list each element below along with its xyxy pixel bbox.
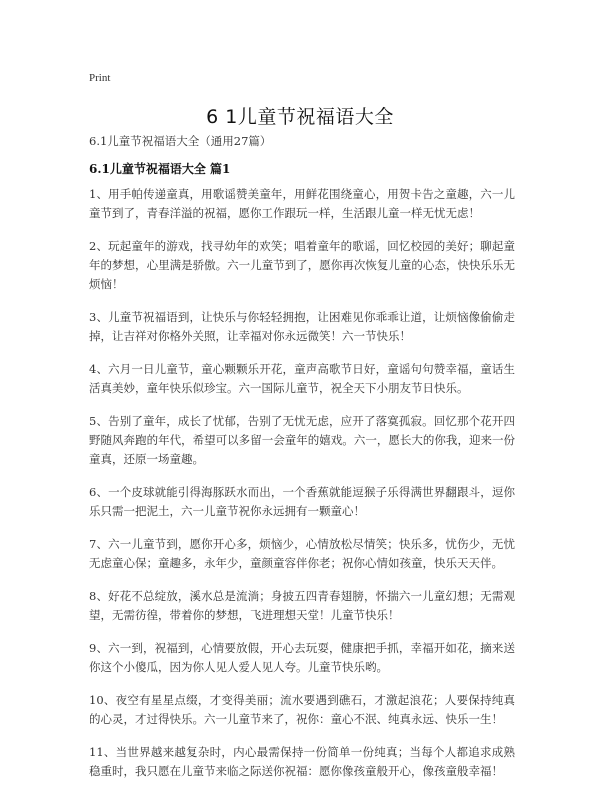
subtitle: 6.1儿童节祝福语大全（通用27篇） [89, 134, 272, 148]
paragraph: 5、告别了童年，成长了忧郁，告别了无忧无虑，应开了落寞孤寂。回忆那个花开四野随风奔跑的年代，希望可以多留一会童年的嬉戏。六一，愿长大的你我，迎来一份童真，还原一场童趣。 [89, 414, 515, 466]
page-title: 6 1儿童节祝福语大全 [206, 106, 394, 128]
section-heading: 6.1儿童节祝福语大全 篇1 [89, 162, 231, 176]
paragraph: 3、儿童节祝福语到，让快乐与你轻轻拥抱，让困难见你乖乖让道，让烦恼像偷偷走掉，让吉祥对你格外关照，让幸福对你永远微笑！六一节快乐！ [89, 310, 515, 343]
paragraph: 9、六一到，祝福到，心情要放假，开心去玩耍，健康把手抓，幸福开如花，摘来送你这个小傻瓜，因为你人见人爱人见人夸。儿童节快乐哟。 [89, 641, 515, 674]
paragraph: 11、当世界越来越复杂时，内心最需保持一份简单一份纯真；当每个人都追求成熟稳重时，我只愿在儿童节来临之际送你祝福：愿你像孩童般开心，像孩童般幸福！ [89, 745, 515, 778]
paragraph-list [89, 185, 515, 795]
paragraph: 7、六一儿童节到，愿你开心多，烦恼少，心情放松尽情笑；快乐多，忧伤少，无忧无虑童心保；童趣多，永年少，童颜童容伴你老；祝你心情如孩童，快乐天天伴。 [89, 537, 515, 570]
paragraph: 2、玩起童年的游戏，找寻幼年的欢笑；唱着童年的歌谣，回忆校园的美好；聊起童年的梦想，心里满是骄傲。六一儿童节到了，愿你再次恢复儿童的心态，快快乐乐无烦恼！ [89, 239, 515, 291]
paragraph: 10、夜空有星星点缀，才变得美丽；流水要遇到礁石，才激起浪花；人要保持纯真的心灵，才过得快乐。六一儿童节来了，祝你：童心不泯、纯真永远、快乐一生！ [89, 693, 515, 726]
paragraph: 6、一个皮球就能引得海豚跃水而出，一个香蕉就能逗猴子乐得满世界翻跟斗，逗你乐只需一把泥土，六一儿童节祝你永远拥有一颗童心！ [89, 485, 515, 518]
paragraph: 8、好花不总绽放，溪水总是流淌；身披五四青春翅膀，怀揣六一儿童幻想；无需观望，无需彷徨，带着你的梦想，飞进理想天堂！儿童节快乐！ [89, 589, 515, 622]
paragraph: 1、用手帕传递童真，用歌谣赞美童年，用鲜花围绕童心，用贺卡告之童趣，六一儿童节到了，青春洋溢的祝福，愿你工作跟玩一样，生活跟儿童一样无忧无虑！ [89, 187, 515, 220]
print-label[interactable]: Print [89, 72, 111, 84]
paragraph: 4、六月一日儿童节，童心颗颗乐开花，童声高歌节日好，童谣句句赞幸福，童话生活真美妙，童年快乐似珍宝。六一国际儿童节，祝全天下小朋友节日快乐。 [89, 362, 515, 395]
